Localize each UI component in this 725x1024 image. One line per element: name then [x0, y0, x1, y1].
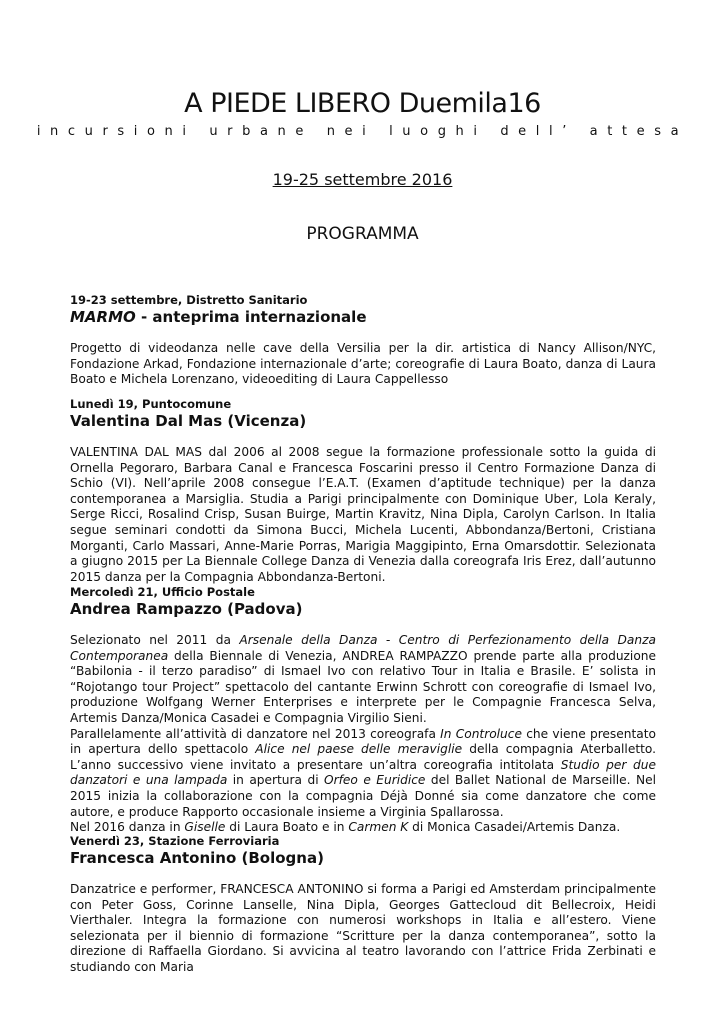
text-run: di Laura Boato e in [225, 820, 349, 835]
italic-title: Orfeo e Euridice [324, 773, 426, 788]
section-meta: Mercoledì 21, Ufficio Postale [70, 585, 255, 599]
text-run: della compagnia Aterballetto. L’anno successivo viene invitato a presentare un’altra coreografia intitolata [70, 742, 656, 772]
section-body [70, 633, 656, 836]
text-run: Parallelamente all’attività di danzatore nel 2013 coreografa [70, 726, 441, 741]
text-run: di Monica Casadei/Artemis Danza. [408, 820, 621, 835]
section-body [70, 341, 656, 388]
section-heading-italic: MARMO [70, 308, 136, 326]
section-andrea-rampazzo [70, 585, 656, 836]
section-francesca-antonino [70, 834, 656, 976]
text-run: Selezionato nel 2011 da [70, 633, 240, 647]
text-run: che viene presentato in apertura dello spettacolo [70, 726, 656, 757]
paragraph [70, 633, 656, 727]
italic-title: Alice nel paese delle meraviglie [255, 742, 463, 757]
italic-title: In Controluce [440, 726, 522, 741]
italic-title: Giselle [184, 820, 226, 835]
paragraph [70, 445, 656, 585]
section-body [70, 882, 656, 976]
section-meta: Lunedì 19, Puntocomune [70, 397, 232, 411]
document-subtitle: incursioni urbane nei luoghi dell’ attesa [36, 124, 689, 139]
text-run: Danzatrice e performer, FRANCESCA ANTONINO si forma a Parigi ed Amsterdam principalmente con Peter Goss, Corinne Lanselle, Nina Dipla, Georges Gattecloud dit Bellecroix, Heidi Vierthaler. Integra la formazione con numerosi workshops in Italia e all’estero. Viene selezionata per il biennio di formazione “Scritture per la danza contemporanea”, sotto la direzione di Raffaella Giordano. Si avvicina al teatro lavorando con l’attrice Frida Zerbinati e studiando con Maria [70, 882, 656, 974]
italic-title: Carmen K [348, 820, 409, 835]
programma-heading: PROGRAMMA [306, 224, 419, 244]
italic-title: Studio per due danzatori e una lampada [70, 757, 656, 788]
paragraph [70, 727, 656, 821]
section-meta: 19-23 settembre, Distretto Sanitario [70, 293, 308, 307]
paragraph [70, 882, 656, 976]
text-run: Nel 2016 danza in [70, 820, 185, 835]
document-title: A PIEDE LIBERO Duemila16 [184, 88, 541, 119]
italic-title: Arsenale della Danza - Centro di Perfezionamento della Danza Contemporanea [70, 633, 656, 663]
text-run: del Ballet National de Marseille. Nel 2015 inizia la collaborazione con la compagnia Déjà Donné sia come danzatore che come autore, e produce Rapporto occasionale insieme a Virginia Spallarossa. [70, 773, 656, 819]
paragraph [70, 341, 656, 388]
section-heading: Valentina Dal Mas (Vicenza) [70, 412, 307, 430]
text-run: della Biennale di Venezia, ANDREA RAMPAZZO prende parte alla produzione “Babilonia - il terzo paradiso” di Ismael Ivo con relativo Tour in Italia e Brasile. E’ solista in “Rojotango tour Project” spettacolo del cantante Erwinn Schrott con coreografie di Ismael Ivo, produzione Wolfgang Werner Enterprises e interprete per le Compagnie Francesca Selva, Artemis Danza/Monica Casadei e Compagnia Virgilio Sieni. [70, 648, 656, 725]
section-heading [70, 308, 656, 327]
section-valentina-dal-mas [70, 397, 656, 585]
event-dates-text: 19-25 settembre 2016 [272, 170, 453, 189]
section-meta: Venerdì 23, Stazione Ferroviaria [70, 834, 280, 848]
text-run: VALENTINA DAL MAS dal 2006 al 2008 segue la formazione professionale sotto la guida di Ornella Pegoraro, Barbara Canal e Francesca Foscarini presso il Centro Formazione Danza di Schio (VI). Nell’aprile 2008 consegue l’E.A.T. (Examen d’aptitude technique) per la danza contemporanea a Marsiglia. Studia a Parigi principalmente con Dominique Uber, Lola Keraly, Serge Ricci, Rosalind Crisp, Susan Buirge, Martin Kravitz, Nina Dipla, Carolyn Carlson. In Italia segue seminari condotti da Simona Bucci, Michela Lucenti, Abbondanza/Bertoni, Cristiana Morganti, Carlo Massari, Anne-Marie Porras, Marigia Maggipinto, Erna Omarsdottir. Selezionata a giugno 2015 per La Biennale College Danza di Venezia dalla coreografa Iris Erez, dall’autunno 2015 danza per la Compagnia Abbondanza-Bertoni. [70, 445, 656, 584]
section-heading: Francesca Antonino (Bologna) [70, 849, 324, 867]
section-body [70, 445, 656, 585]
section-heading-rest: - anteprima internazionale [135, 308, 367, 326]
section-marmo [70, 293, 656, 388]
text-run: in apertura di [227, 773, 325, 788]
section-heading: Andrea Rampazzo (Padova) [70, 600, 303, 618]
event-dates [0, 169, 725, 191]
text-run: Progetto di videodanza nelle cave della Versilia per la dir. artistica di Nancy Allison/NYC, Fondazione Arkad, Fondazione internazionale d’arte; coreografie di Laura Boato, danza di Laura Boato e Michela Lorenzano, videoediting di Laura Cappellesso [70, 341, 656, 387]
